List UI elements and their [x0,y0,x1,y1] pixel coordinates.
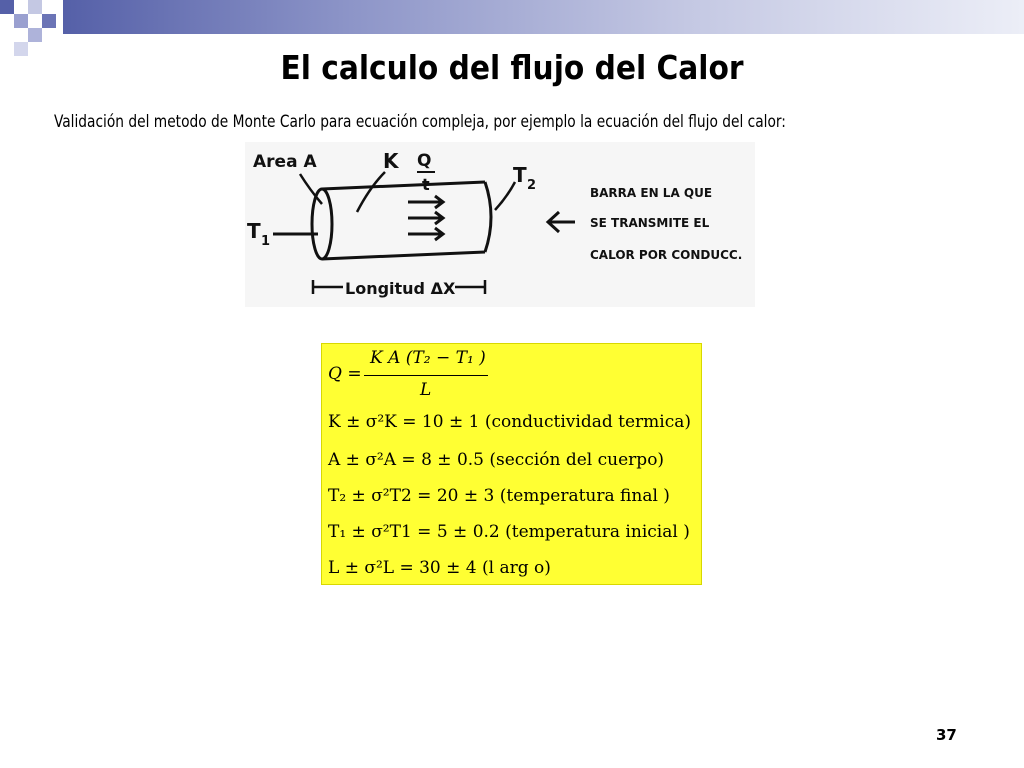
formula-row-t1: T₁ ± σ²T1 = 5 ± 0.2 (temperatura inicial ) [328,522,690,542]
t1-subscript: 1 [261,234,271,249]
formula-row-k: K ± σ²K = 10 ± 1 (conductividad termica) [328,412,691,432]
note-line-1: BARRA EN LA QUE [590,186,713,200]
t2-leader [495,182,515,210]
q-label: Q [417,151,432,171]
formula-row-t2: T₂ ± σ²T2 = 20 ± 3 (temperatura final ) [328,486,670,506]
q-denominator: L [420,380,432,400]
slide-title: El calculo del flujo del Calor [280,48,744,87]
bar-top-edge [322,182,485,189]
t2-label: T [513,163,527,187]
t2-subscript: 2 [527,178,537,193]
length-label: Longitud ΔX [345,279,456,298]
bar-end-ellipse [312,189,332,259]
k-leader [357,172,385,212]
k-label: K [383,149,399,173]
formula-box [321,343,702,585]
q-lhs: Q = [328,364,362,384]
bar-far-end [485,182,491,252]
note-line-2: SE TRANSMITE EL [590,216,710,230]
decor-square [28,0,42,14]
bar-bottom-edge [322,252,485,259]
formula-row-a: A ± σ²A = 8 ± 0.5 (sección del cuerpo) [328,450,665,470]
decor-square [28,28,42,42]
header-bar [63,0,1024,34]
heat-bar-diagram [245,142,755,307]
decor-square [0,0,14,14]
page-number: 37 [936,726,957,744]
q-numerator: K A (T₂ − T₁ ) [370,348,486,368]
formula-row-l: L ± σ²L = 30 ± 4 (l arg o) [328,558,551,578]
t-label: t [422,175,430,194]
pointer-arrow [548,212,575,232]
decor-square [42,14,56,28]
t1-label: T [247,219,261,243]
note-line-3: CALOR POR CONDUCC. [590,248,743,262]
heat-arrows [408,196,443,240]
decor-square [14,14,28,28]
area-label: Area A [253,152,317,172]
slide-subtitle: Validación del metodo de Monte Carlo para ecuación compleja, por ejemplo la ecuación del flujo del calor: [54,112,786,132]
q-fraction-bar [364,375,488,376]
